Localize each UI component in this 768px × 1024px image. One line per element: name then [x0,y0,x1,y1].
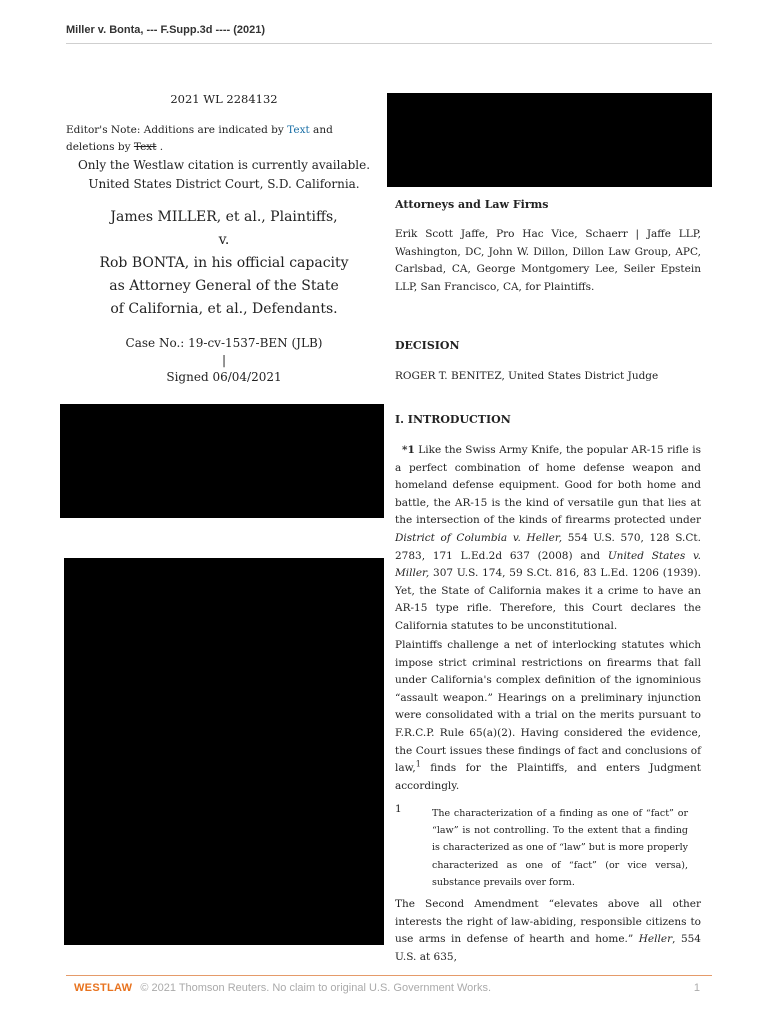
editors-note [66,122,382,156]
editors-note-middle: and deletions by [66,124,333,153]
parties [66,206,382,321]
delete-example: Text [133,141,157,153]
westlaw-logo: WESTLAW [74,982,133,994]
editors-note-prefix: Editor's Note: Additions are indicated by [66,124,288,136]
intro-paragraph [395,442,701,636]
case-citation-heller[interactable]: District of Columbia v. Heller, [395,531,563,544]
availability-note: Only the Westlaw citation is currently available. [77,158,371,172]
case-info [66,335,382,386]
star-page: *1 [401,444,415,456]
case-number: Case No.: 19-cv-1537-BEN (JLB) [125,336,323,350]
intro-heading: I. INTRODUCTION [395,413,511,426]
running-header: Miller v. Bonta, --- F.Supp.3d ---- (2021) [66,24,266,36]
text-run: Plaintiffs challenge a net of interlocking statutes which impose strict criminal restrictions on firearms that fall under California's complex definition of the ignominious “assault weapon.” Hearings on a preliminary injunction were consolidated with a trial on the merits pursuant to F.R.C.P. Rule 65(a)(2). Having considered the evidence, the Court issues these findings of fact and conclusions of law, [395,639,701,775]
party-line: as Attorney General of the State [109,278,339,294]
text-run: The Second Amendment “elevates above all other interests the right of law-abiding, responsible citizens to use arms in defense of hearth and home.” [395,898,701,946]
page-number: 1 [693,982,700,994]
insert-example: Text [287,124,310,136]
plaintiffs-paragraph [395,637,701,795]
attorneys-heading: Attorneys and Law Firms [395,198,549,211]
party-line: James MILLER, et al., Plaintiffs, [110,209,338,225]
party-line: v. [218,232,230,248]
editors-note-suffix: . [156,141,164,153]
redaction-block-left-middle [60,404,384,518]
footnote-ref[interactable]: 1 [415,759,421,769]
attorneys-text: Erik Scott Jaffe, Pro Hac Vice, Schaerr | Jaffe LLP, Washington, DC, John W. Dillon, Dillon Law Group, APC, Carlsbad, CA, George Montgomery Lee, Seiler Epstein LLP, San Francisco, CA, for Plaintiffs. [395,228,701,293]
text-run: finds for the Plaintiffs, and enters Judgment accordingly. [395,762,701,792]
text-run: , 554 U.S. at 635, [395,933,701,963]
caption-block [66,92,382,386]
footnote-number: 1 [395,803,402,815]
signed-date: Signed 06/04/2021 [166,370,282,384]
text-run: 307 U.S. 174, 59 S.Ct. 816, 83 L.Ed. 1206 (1939). Yet, the State of California makes it a crime to have an AR-15 type rifle. Therefore, this Court declares the California statutes to be unconstitutional. [395,567,701,632]
redaction-block-top-right [387,93,712,187]
footnote-text: The characterization of a finding as one of “fact” or “law” is not controlling. To the extent that a finding is characterized as one of “law” but is more properly characterized as one of “fact” (or vice versa), substance prevails over form. [432,808,688,888]
text-run: 554 U.S. 570, 128 S.Ct. 2783, 171 L.Ed.2d 637 (2008) and [395,531,701,562]
party-line: of California, et al., Defendants. [110,301,338,317]
text-run: Like the Swiss Army Knife, the popular AR-15 rifle is a perfect combination of home defense weapon and homeland defense equipment. Good for both home and battle, the AR-15 is the kind of versatile gun that lies at the intersection of the kinds of firearms protected under [395,444,701,527]
case-separator: | [221,353,227,367]
decision-heading: DECISION [395,339,460,352]
party-line: Rob BONTA, in his official capacity [99,255,349,271]
copyright-notice: © 2021 Thomson Reuters. No claim to original U.S. Government Works. [140,982,492,994]
header-divider [66,43,712,44]
westlaw-citation: 2021 WL 2284132 [170,92,278,106]
case-citation-miller[interactable]: United States v. Miller, [395,549,701,580]
footer-divider [66,975,712,976]
court-name: United States District Court, S.D. California. [88,177,360,191]
case-citation-heller-short[interactable]: Heller [638,933,673,946]
second-amendment-paragraph [395,896,701,966]
judge-line: ROGER T. BENITEZ, United States District Judge [395,370,659,382]
redaction-block-left-bottom [64,558,384,945]
footer [74,982,700,994]
